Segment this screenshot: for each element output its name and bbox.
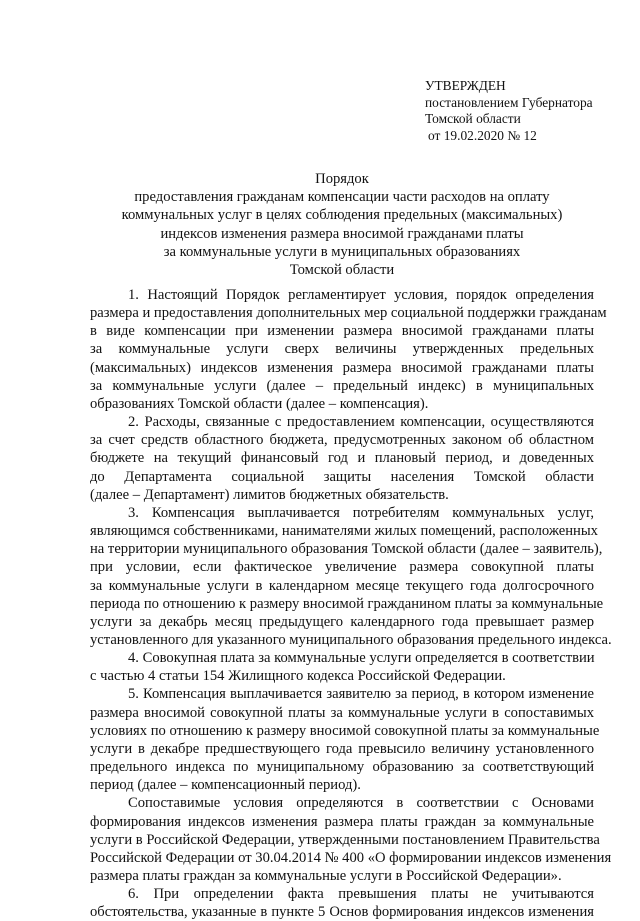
paragraph-line: 2. Расходы, связанные с предоставлением компенсации, осуществляются: [128, 414, 594, 431]
paragraph-line: размера и предоставления дополнительных мер социальной поддержки гражданам: [90, 305, 607, 322]
title-line-4: за коммунальные услуги в муниципальных образованиях: [163, 243, 521, 260]
paragraph-line: 3. Компенсация выплачивается потребителям коммунальных услуг,: [128, 504, 594, 521]
paragraph: [90, 885, 594, 921]
paragraph-line: при условии, если фактическое увеличение размера совокупной платы: [90, 559, 594, 576]
paragraph-line: за счет средств областного бюджета, предусмотренных законом об областном: [90, 432, 594, 449]
paragraph-line: являющимся собственниками, нанимателями жилых помещений, расположенных: [90, 523, 598, 540]
paragraph-line: (далее – Департамент) лимитов бюджетных обязательств.: [90, 486, 449, 503]
approval-line-1: УТВЕРЖДЕН: [425, 78, 506, 93]
paragraph-line: установленного для указанного муниципального образования предельного индекса.: [90, 631, 612, 648]
paragraph-line: обстоятельства, указанные в пункте 5 Основ формирования индексов изменения: [90, 904, 594, 921]
paragraph-line: предельного индекса по муниципальному образованию за соответствующий: [90, 759, 594, 776]
paragraph-line: (максимальных) индексов изменения размера вносимой гражданами платы: [90, 359, 594, 376]
title-line-1: предоставления гражданам компенсации части расходов на оплату: [134, 189, 550, 206]
paragraph-line: за коммунальные услуги (далее – предельный индекс) в муниципальных: [90, 377, 594, 394]
paragraph-line: условиях по отношению к размеру вносимой совокупной платы за коммунальные: [90, 722, 600, 739]
paragraph-line: 1. Настоящий Порядок регламентирует условия, порядок определения: [128, 287, 594, 303]
paragraph-line: образованиях Томской области (далее – компенсация).: [90, 395, 429, 412]
paragraph-line: 6. При определении факта превышения платы не учитываются: [128, 886, 594, 903]
paragraph: [90, 649, 594, 685]
title-line-5: Томской области: [289, 262, 395, 279]
paragraph-line: размера вносимой совокупной платы за коммунальные услуги в сопоставимых: [90, 704, 594, 721]
paragraph-line: бюджете на текущий финансовый год и плановый период, и доведенных: [90, 450, 594, 467]
paragraph: [90, 504, 612, 649]
paragraph-line: услуги в Российской Федерации, утвержденными постановлением Правительства: [90, 831, 600, 848]
paragraph-line: формирования индексов изменения размера платы граждан за коммунальные: [90, 813, 594, 830]
paragraph: [90, 413, 594, 504]
paragraph: [90, 286, 607, 413]
paragraph-line: периода по отношению к размеру вносимой гражданином платы за коммунальные: [90, 595, 604, 612]
paragraph: [90, 794, 612, 885]
paragraph-line: Российской Федерации от 30.04.2014 № 400 «О формировании индексов изменения: [90, 849, 612, 866]
approval-line-2: постановлением Губернатора: [425, 94, 593, 110]
paragraph-line: на территории муниципального образования Томской области (далее – заявитель),: [90, 541, 603, 558]
paragraph-line: услуги за декабрь месяц предыдущего календарного года превышает размер: [90, 613, 594, 630]
title-line-3: индексов изменения размера вносимой гражданами платы: [160, 225, 524, 242]
paragraph-line: с частью 4 статьи 154 Жилищного кодекса Российской Федерации.: [90, 668, 506, 685]
title-line-2: коммунальных услуг в целях соблюдения предельных (максимальных): [121, 207, 563, 224]
paragraph-line: период (далее – компенсационный период).: [90, 777, 361, 794]
paragraph-line: размера платы граждан за коммунальные услуги в Российской Федерации».: [90, 868, 562, 884]
paragraph-line: Сопоставимые условия определяются в соответствии с Основами: [128, 795, 594, 812]
document-body: [90, 286, 612, 921]
paragraph-line: за коммунальные услуги сверх величины утвержденных предельных: [90, 341, 594, 358]
paragraph: [90, 685, 600, 794]
paragraph-line: до Департамента социальной защиты населения Томской области: [90, 468, 594, 485]
paragraph-line: за коммунальные услуги в календарном месяце текущего года долгосрочного: [90, 577, 594, 594]
approval-line-4: от 19.02.2020 № 12: [428, 127, 537, 143]
title-heading: Порядок: [315, 171, 369, 187]
approval-line-3: Томской области: [425, 111, 521, 126]
approval-stamp: [425, 78, 625, 144]
paragraph-line: услуги в декабре предшествующего года превысило величину установленного: [90, 740, 594, 757]
paragraph-line: 5. Компенсация выплачивается заявителю за период, в котором изменение: [128, 686, 594, 703]
paragraph-line: в виде компенсации при изменении размера вносимой гражданами платы: [90, 323, 594, 340]
document-title: [90, 170, 594, 279]
paragraph-line: 4. Совокупная плата за коммунальные услуги определяется в соответствии: [128, 650, 595, 667]
